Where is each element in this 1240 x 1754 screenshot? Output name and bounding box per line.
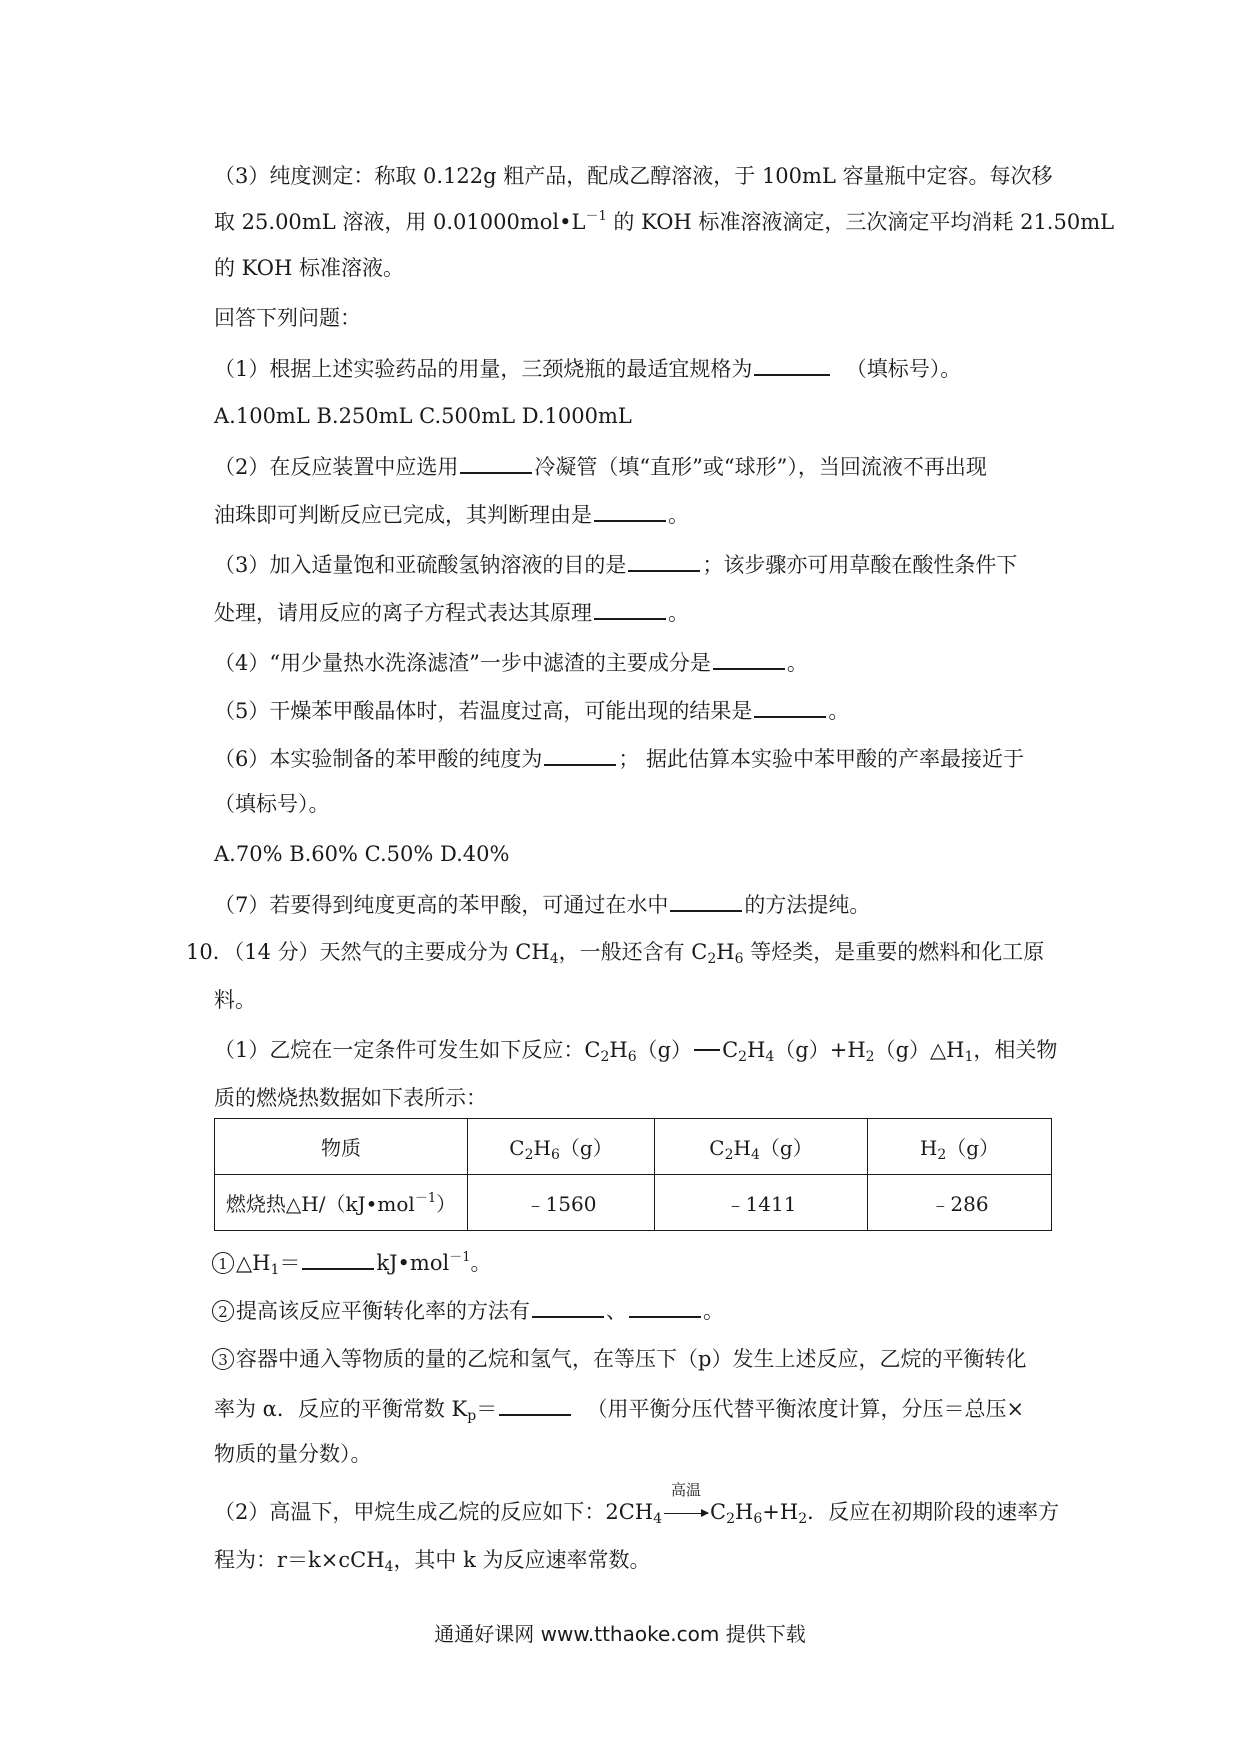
page-footer [0,1618,1240,1647]
table-row [215,1175,1052,1231]
q3-text-c: 处理，请用反应的离子方程式表达其原理 [214,601,592,625]
table-header-c2h6: $C_2H_6(g)$ [468,1119,655,1175]
circled-number-3: 3 [212,1348,234,1370]
measure-text-2a: 取 25.00mL 溶液，用 0.01000mol•L [214,210,586,234]
table-cell-c2h6 [468,1175,655,1231]
sub-question-1: 1 $\triangle H_1=$ kJ•mol$^{-1}$。 [212,1250,491,1274]
c3-e: 物质的量分数）。 [214,1442,372,1466]
measure-text-2b: 的 KOH 标准溶液滴定，三次滴定平均消耗 21.50mL [606,210,1115,234]
q6-options-text: A.70% B.60% C.50% D.40% [214,842,510,866]
footer-text: 通通好课网 www.tthaoke.com 提供下载 [434,1622,806,1646]
question-2-line-1 [214,454,987,478]
table-header-substance [215,1119,468,1175]
q2-text-a: （2）在反应装置中应选用 [214,455,459,479]
c2-sep: 、 [606,1299,627,1323]
value-h2: ﹣286 [930,1192,989,1216]
row-label-text: 燃烧热△H/（kJ•mol [225,1192,415,1216]
q1-answer-blank[interactable] [754,356,830,376]
q2-text-c: 油珠即可判断反应已完成，其判断理由是 [214,503,592,527]
table-header-h2: $H_2(g)$ [868,1119,1052,1175]
q1-text: （1）根据上述实验药品的用量，三颈烧瓶的最适宜规格为 [214,357,753,381]
answer-intro-text: 回答下列问题： [214,306,361,330]
q10-head-line-2-text: 料。 [214,988,256,1012]
question-6-line-2 [214,794,330,815]
c1-a: △H [236,1251,271,1275]
q10-part-1-line-2 [214,1088,487,1109]
c3-a: 容器中通入等物质的量的乙烷和氢气，在等压下（p）发生上述反应，乙烷的平衡转化 [236,1347,1027,1371]
q2-answer-blank-2[interactable] [594,502,666,522]
c1-d: 。 [470,1251,492,1275]
q7-text-a: （7）若要得到纯度更高的苯甲酸，可通过在水中 [214,893,669,917]
measure-line-3 [214,258,404,279]
q6-answer-blank[interactable] [544,746,616,766]
c1-b: ＝ [279,1251,301,1275]
row-label-end: ） [436,1192,457,1216]
table-header-substance-text: 物质 [321,1136,361,1160]
measure-text-1: （3）纯度测定：称取 0.122g 粗产品，配成乙醇溶液，于 100mL 容量瓶中定容。每次移 [214,164,1053,188]
q10-sub1-g3: （g）△H [874,1038,965,1062]
c3-answer-blank[interactable] [499,1396,571,1416]
measure-text-3: 的 KOH 标准溶液。 [214,256,405,280]
q7-text-b: 的方法提纯。 [744,893,871,917]
table-cell-c2h4 [655,1175,868,1231]
q1-after: （填标号）。 [845,357,962,381]
circled-number-2: 2 [212,1300,234,1322]
q3-answer-blank-2[interactable] [594,600,666,620]
question-10-head-line-2 [214,990,256,1011]
c3-b: 率为 α．反应的平衡常数 K [214,1397,468,1421]
table-header-row [215,1119,1052,1175]
q10-head-text: 10．（14 分）天然气的主要成分为 CH [186,940,550,964]
q5-text-a: （5）干燥苯甲酸晶体时，若温度过高，可能出现的结果是 [214,699,753,723]
table-header-c2h4: $C_2H_4(g)$ [655,1119,868,1175]
q10-sub1-g1: （g） [636,1038,693,1062]
sub2-line2b: ，其中 k 为反应速率常数。 [393,1548,651,1572]
value-c2h6: ﹣1560 [525,1192,597,1216]
q5-answer-blank[interactable] [754,698,826,718]
row-label-sup: －1 [414,1191,437,1206]
c2-answer-blank-2[interactable] [629,1298,701,1318]
question-3-line-1 [214,552,1017,576]
q3-text-d: 。 [668,601,689,625]
sub-question-3-line-2 [214,1396,1025,1424]
q5-text-b: 。 [828,699,850,723]
q10-head-rest-2: 等烃类，是重要的燃料和化工原 [750,940,1045,964]
q6-text-b: ； 据此估算本实验中苯甲酸的产率最接近于 [618,747,1025,771]
q6-text-c: （填标号）。 [214,792,330,816]
c3-c: ＝ [476,1397,498,1421]
question-10-head: 10．（14 分）天然气的主要成分为 $CH_4$，一般还含有 $C_2H_6$ 等烃类，是重要的燃料和化工原 [186,940,1045,967]
c1-answer-blank[interactable] [302,1250,374,1270]
table-cell-h2 [868,1175,1052,1231]
c1-sup: －1 [449,1250,471,1265]
q6-text-a: （6）本实验制备的苯甲酸的纯度为 [214,747,543,771]
combustion-heat-table [214,1118,1052,1231]
measure-line-2 [214,209,1115,234]
question-1 [214,356,961,380]
c3-b-sub: p [467,1408,477,1424]
q10-sub1-a: （1）乙烷在一定条件可发生如下反应：C [214,1038,601,1062]
sub2-b: +H [762,1500,799,1524]
q4-text-a: （4）“用少量热水洗涤滤渣”一步中滤渣的主要成分是 [214,651,711,675]
c1-c: kJ•mol [376,1251,450,1275]
reaction-condition: 高温 [671,1481,702,1499]
question-2-line-2 [214,502,689,526]
q1-options-text: A.100mL B.250mL C.500mL D.1000mL [214,404,632,428]
q2-text-b: 冷凝管（填“直形”或“球形”），当回流液不再出现 [534,455,987,479]
sub2-line2a: 程为：r＝k×cCH [214,1548,385,1572]
circled-number-1: 1 [212,1252,234,1274]
sub2-c: ．反应在初期阶段的速率方 [807,1500,1060,1524]
reaction-arrow-icon [662,1481,710,1523]
reaction-equals-sign [694,1049,720,1051]
measure-sup: －1 [585,209,607,224]
sub-question-2 [212,1298,724,1322]
question-6-line-1 [214,746,1024,770]
q6-options [214,844,509,865]
measure-line-1 [214,166,1053,187]
c3-d: （用平衡分压代替平衡浓度计算，分压＝总压× [586,1397,1025,1421]
value-c2h4: ﹣1411 [725,1192,797,1216]
question-5 [214,698,849,722]
q3-text-b: ；该步骤亦可用草酸在酸性条件下 [702,553,1018,577]
question-7 [214,892,870,916]
q10-part-1-line-1: （1）乙烷在一定条件可发生如下反应：$C_2H_6(g)$ $C_2H_4(g)+H_2(g)\triangle H_1$，相关物 [214,1038,1058,1065]
sub-question-3-line-1 [212,1348,1026,1370]
table-row-label [215,1175,468,1231]
q2-text-d: 。 [668,503,689,527]
q1-options [214,406,632,427]
c2-answer-blank-1[interactable] [532,1298,604,1318]
answer-intro [214,308,361,329]
q10-part-2-line-1: （2）高温下，甲烷生成乙烷的反应如下：$2CH_4$ 高温 $C_2H_6+H_2$．反应在初期阶段的速率方 [214,1481,1060,1527]
q10-part-2-line-2: 程为：r＝k×cCH$_4$，其中 k 为反应速率常数。 [214,1548,651,1575]
sub2-a: （2）高温下，甲烷生成乙烷的反应如下：2CH [214,1500,654,1524]
q4-text-b: 。 [786,651,808,675]
q10-sub1-line2: 质的燃烧热数据如下表所示： [214,1086,487,1110]
q10-sub1-b: ，相关物 [973,1038,1058,1062]
q3-answer-blank-1[interactable] [628,552,700,572]
c2-a: 提高该反应平衡转化率的方法有 [236,1299,530,1323]
q4-answer-blank[interactable] [713,650,785,670]
q3-text-a: （3）加入适量饱和亚硫酸氢钠溶液的目的是 [214,553,627,577]
question-3-line-2 [214,600,689,624]
q2-answer-blank-1[interactable] [460,454,532,474]
sub-question-3-line-3 [214,1444,372,1465]
q7-answer-blank[interactable] [670,892,742,912]
q10-sub1-g2: （g）+H [774,1038,866,1062]
q10-head-rest: ，一般还含有 C [558,940,708,964]
c2-end: 。 [703,1299,724,1323]
question-4 [214,650,808,674]
